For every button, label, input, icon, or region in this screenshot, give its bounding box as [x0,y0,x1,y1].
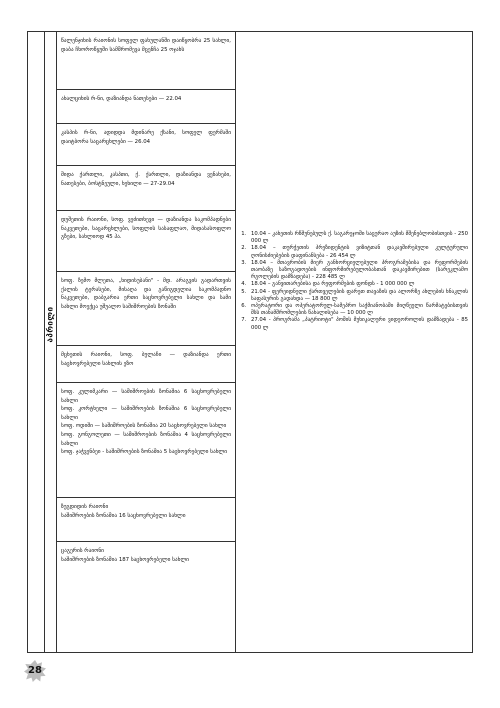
list-item: 5. 21.04 - ფერეიდნელი ქართველების ფარეთ თავაზის და ალორზე ახლების ხნაკლის საფასურის გადახდა — 18 800 ლ [248,289,468,303]
event-cell: წალენჯიხის რაიონის სოფელ ფახულანში დაიწყობრა 25 სახლი, დაბა ჩხოროწყუში სამშრომევა მცენჩა 25 ოჯახს [57,32,235,90]
event-cell: მცხეთის რაიონი, სოფ. ბულაჩი — დაზიანდა ერთი საცხოვრებელი სახლის ეზო [57,346,235,383]
list-item: 7. 27.04 - პროგრამა „პატრიოტი" პოშის მუხიკალური ვიდეოროლის დამზადება - 85 000 ლ [248,317,468,331]
page-number-badge [24,660,46,682]
page-number: 28 [28,665,42,676]
event-cell: შიდა ქართლი, კასპთი, ქ. ქართლი, დაზიანდა ვენახები, ნათესები, ბოსტნეული, ხეხილი — 27-29.04 [57,166,235,211]
list-item: 2. 18.04 – თურქეთის პრეზიდენტის ვიზიტთან დაკავშირებული კულტურული ღონისძიებების დაფინანსება - 26 454 ლ [248,245,468,259]
event-cell: დუშეთის რაიონი, სოფ. ვეძითხევი — დაზიანდა საკომპადნები ნაკვეთები, საცარცხლები, სოფლის სასაფლაო, მიდასასოფლო გზები, სახლიოდ 45 ჰა. [57,211,235,272]
list-item: 1. 10.04 – კახეთის რწმუნებულს ქ. საგარეჯოში საცურაო აუზის მშენებლობისთვის - 250 000 ლ [248,231,468,245]
table-frame [27,31,473,653]
month-label [45,284,56,364]
month-label-text: აპრილი [46,305,55,343]
list-item: 4. 18.04 – განვითარებისა და რეფორმების ფონდს - 1 000 000 ლ [248,281,468,288]
spending-list [238,231,468,332]
event-cell: ახალციხის რ-ნი, დაზიანდა ნათესები — 22.04 [57,90,235,124]
event-cell: ცაგერის რაიონი საშიშროების ზონაშია 187 საცხოვრებელი სახლი [61,548,189,563]
spending-column [238,231,468,332]
event-cell: სოფ. კულიმკარი — საშიშროების ზონაშია 6 საცხოვრებელი სახლი სოფ. კორტხელი — საშიშროების ზონაშია 6 საცხოვრებელი სახლი სოფ. ოდიში — საშიშროების ზონაშია 20 საცხოვრებელი სახლი სოფ. გონგოლეთი — საშიშროების ზონაშია 4 საცხოვრებელი სახლი სოფ. ჯაჭვენბეი - საშიშროების ზონაშია 5 საცხოვრებელი სახლი [57,383,235,498]
event-cell: კასპის რ-ნი, ადიდდა მდინარე ქსანი, სოფელ ფერმაში დაიტბორა საცარცხლები — 26.04 [57,124,235,166]
list-item: 6. ოპერატორი და ოპერატორულ-სამეპრო საქმიანობაში მიღწეული წარმატებისთვის შსს თანამშრომლების წახალისება — 10 000 ლ [248,303,468,317]
column-divider [235,32,236,652]
list-item: 3. 18.04 – მთავრობის მიერ განხორციელებული პროგრამებისა და რეფორმების თაობაზე საზოგადოების ინფორმირებულობასთან დაკავშირებით (სარეკლამო რგოლების დამზადება) - 228 485 ლ [248,260,468,282]
event-cell: სოფ. ზემო მლეთა, „ხიდისუბანი" - მდ. არაგვის გადართვის ქალის ტერასები, მისაღა და გაწიგდელია საკომპადნო ნაკვეთები, დაბგარია ერთი საცხოვრებელი სახლი და სამი სახლი მოექცა უშუალო საშიშროების ზონაში [57,272,235,346]
events-column [57,32,235,652]
event-cell: ზუგდიდის რაიონი საშიშროების ზონაშია 16 საცხოვრებელი სახლი [57,498,235,542]
